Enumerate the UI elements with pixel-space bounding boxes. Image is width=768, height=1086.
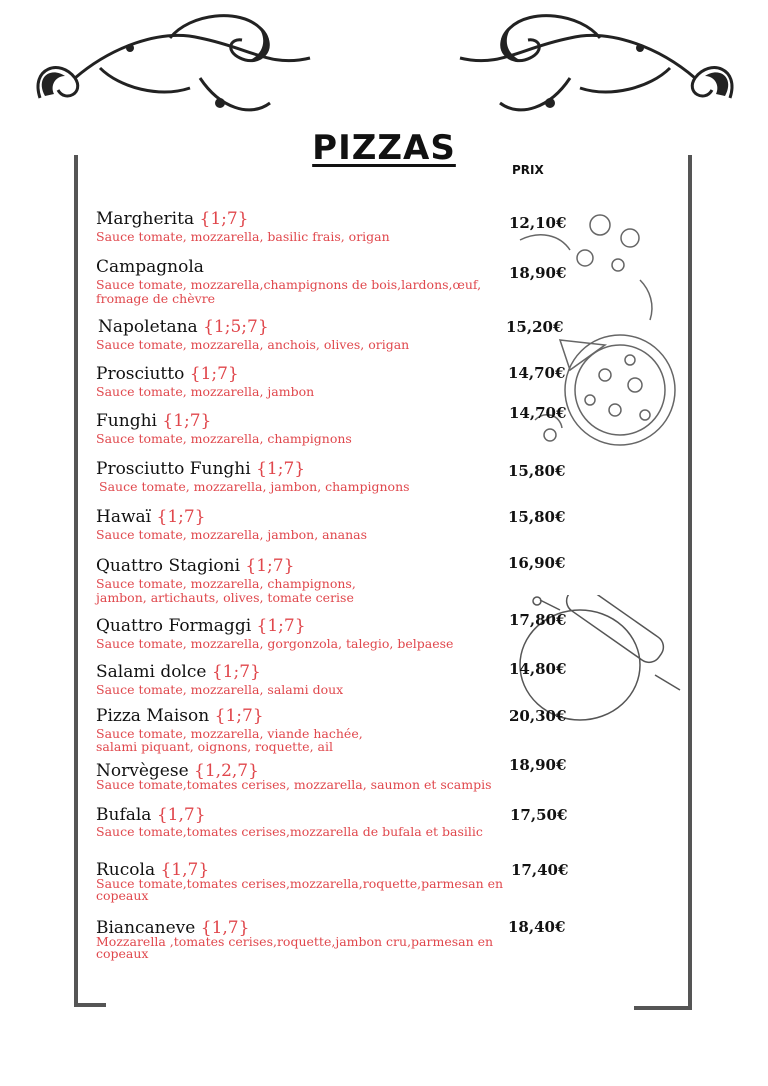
allergen-codes: {1;7} — [256, 616, 306, 636]
allergen-codes: {1;5;7} — [203, 317, 269, 337]
allergen-codes: {1;7} — [211, 662, 261, 682]
item-price: 17,40€ — [511, 861, 569, 879]
item-price: 20,30€ — [509, 707, 567, 725]
price-column-header: PRIX — [512, 163, 544, 177]
allergen-codes: {1,7} — [156, 805, 206, 825]
menu-item — [96, 556, 396, 605]
frame-right-bar — [688, 155, 692, 1010]
menu-item — [96, 662, 511, 697]
item-price: 18,90€ — [509, 756, 567, 774]
menu-item — [96, 257, 511, 306]
item-name: Biancaneve {1,7} — [96, 918, 250, 938]
menu-item — [96, 364, 511, 399]
menu-item — [98, 317, 513, 352]
item-description: Sauce tomate, mozzarella, salami doux — [96, 682, 344, 697]
item-name: Quattro Formaggi {1;7} — [96, 616, 306, 636]
item-description: Sauce tomate, mozzarella, gorgonzola, talegio, belpaese — [96, 636, 454, 651]
item-name: Prosciutto Funghi {1;7} — [96, 459, 306, 479]
item-price: 18,40€ — [508, 918, 566, 936]
item-description: Sauce tomate,tomates cerises,mozzarella de bufala et basilic — [96, 824, 483, 839]
item-price: 16,90€ — [508, 554, 566, 572]
item-price: 18,90€ — [509, 264, 567, 282]
allergen-codes: {1;7} — [199, 209, 249, 229]
item-name: Pizza Maison {1;7} — [96, 706, 264, 726]
item-name: Norvègese {1,2,7} — [96, 761, 259, 781]
item-description: Sauce tomate, mozzarella, basilic frais, origan — [96, 229, 390, 244]
item-description: Sauce tomate, mozzarella, anchois, olives, origan — [96, 337, 410, 352]
item-name: Rucola {1,7} — [96, 860, 210, 880]
allergen-codes: {1;7} — [245, 556, 295, 576]
allergen-codes: {1;7} — [156, 507, 206, 527]
item-description: Sauce tomate, mozzarella, viande hachée, salami piquant, oignons, roquette, ail — [96, 726, 363, 754]
item-description: Sauce tomate, mozzarella, jambon, champignons — [99, 479, 410, 494]
item-price: 14,80€ — [509, 660, 567, 678]
item-price: 15,80€ — [508, 508, 566, 526]
frame-left-foot — [74, 1003, 106, 1007]
allergen-codes: {1,7} — [160, 860, 210, 880]
item-name: Prosciutto {1;7} — [96, 364, 239, 384]
menu-item — [96, 706, 386, 753]
allergen-codes: {1;7} — [162, 411, 212, 431]
item-price: 14,70€ — [509, 404, 567, 422]
allergen-codes: {1;7} — [214, 706, 264, 726]
item-description: Mozzarella ,tomates cerises,roquette,jambon cru,parmesan en copeaux — [96, 934, 494, 961]
allergen-codes: {1;7} — [256, 459, 306, 479]
item-price: 15,80€ — [508, 462, 566, 480]
menu-item — [96, 761, 511, 792]
page-title: PIZZAS — [312, 128, 456, 168]
item-name: Quattro Stagioni {1;7} — [96, 556, 295, 576]
item-description: Sauce tomate, mozzarella,champignons de bois,lardons,œuf, fromage de chèvre — [96, 277, 482, 306]
item-name: Campagnola — [96, 257, 204, 277]
item-price: 12,10€ — [509, 214, 567, 232]
menu-item — [96, 616, 511, 651]
item-description: Sauce tomate, mozzarella, champignons — [96, 431, 352, 446]
item-description: Sauce tomate, mozzarella, jambon, ananas — [96, 527, 368, 542]
allergen-codes: {1;7} — [189, 364, 239, 384]
left-ornament-icon — [20, 8, 320, 128]
item-description: Sauce tomate, mozzarella, champignons, jambon, artichauts, olives, tomate cerise — [96, 576, 356, 605]
item-description: Sauce tomate,tomates cerises, mozzarella, saumon et scampis — [96, 777, 492, 792]
item-price: 17,80€ — [509, 611, 567, 629]
menu-item — [96, 805, 496, 838]
item-price: 14,70€ — [508, 364, 566, 382]
menu-item — [96, 918, 516, 960]
item-name: Funghi {1;7} — [96, 411, 212, 431]
item-name: Margherita {1;7} — [96, 209, 249, 229]
allergen-codes: {1,7} — [200, 918, 250, 938]
allergen-codes: {1,2,7} — [194, 761, 259, 781]
frame-right-foot — [634, 1006, 692, 1010]
right-ornament-icon — [450, 8, 750, 128]
item-name: Salami dolce {1;7} — [96, 662, 261, 682]
item-price: 17,50€ — [510, 806, 568, 824]
menu-item — [96, 860, 506, 902]
menu-item — [96, 507, 511, 542]
item-name: Bufala {1,7} — [96, 805, 206, 825]
item-price: 15,20€ — [506, 318, 564, 336]
frame-left-bar — [74, 155, 78, 1005]
item-description: Sauce tomate,tomates cerises,mozzarella,roquette,parmesan en copeaux — [96, 876, 504, 903]
menu-item — [96, 459, 511, 494]
item-name: Hawaï {1;7} — [96, 507, 206, 527]
menu-item — [96, 209, 511, 244]
item-description: Sauce tomate, mozzarella, jambon — [96, 384, 315, 399]
item-name: Napoletana {1;5;7} — [98, 317, 269, 337]
menu-item — [96, 411, 511, 446]
